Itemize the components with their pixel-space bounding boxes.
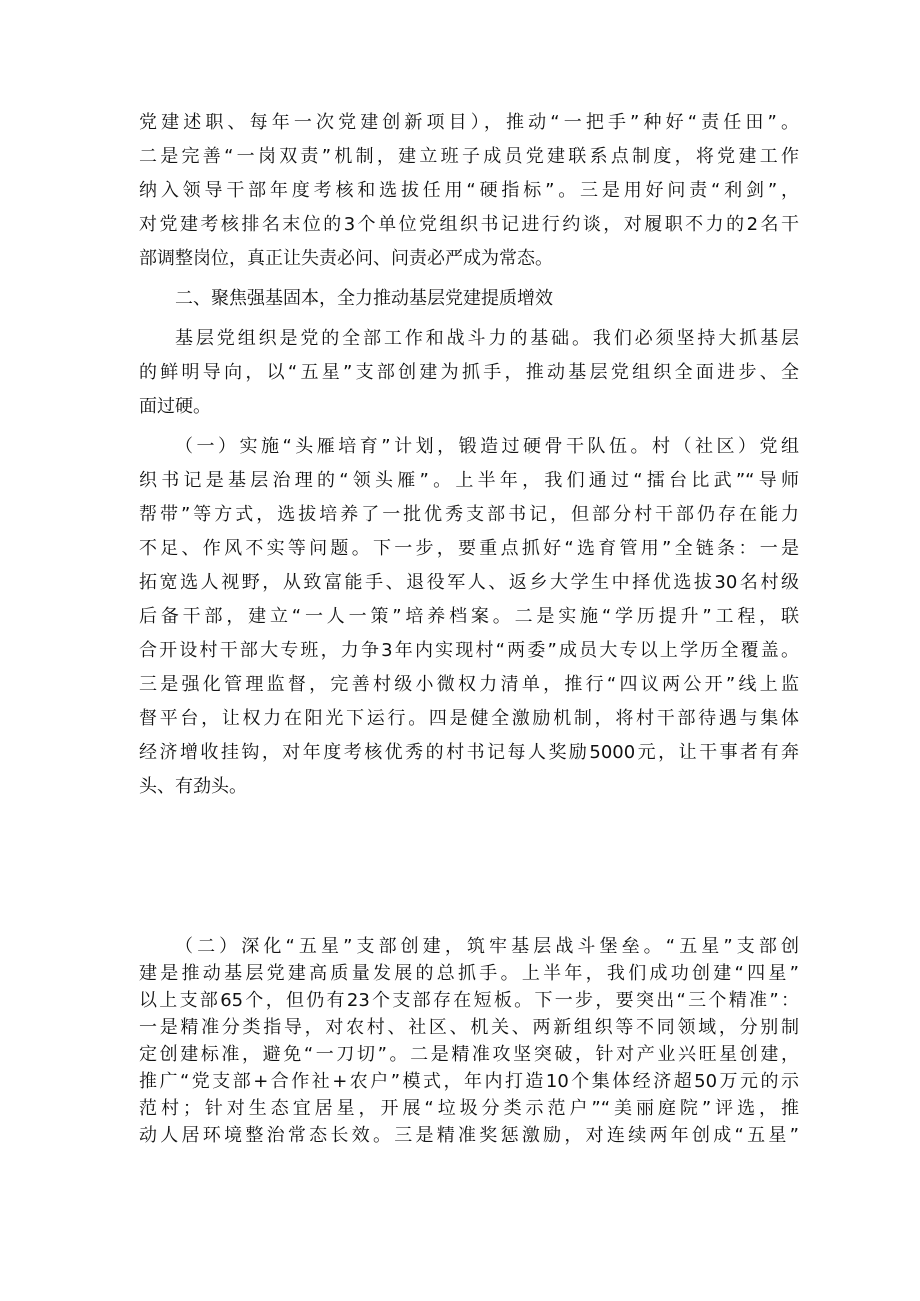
text-line: 督平台，让权力在阳光下运行。四是健全激励机制，将村干部待遇与集体 xyxy=(139,708,799,729)
text-line: 定创建标准，避免“一刀切”。二是精准攻坚突破，针对产业兴旺星创建， xyxy=(139,1044,799,1065)
text-line: 不足、作风不实等问题。下一步，要重点抓好“选育管用”全链条：一是 xyxy=(139,538,799,559)
text-line: 拓宽选人视野，从致富能手、退役军人、返乡大学生中择优选拔30名村级 xyxy=(139,572,799,593)
text-line: 织书记是基层治理的“领头雁”。上半年，我们通过“擂台比武”“导师 xyxy=(139,470,799,491)
text-line: 后备干部，建立“一人一策”培养档案。二是实施“学历提升”工程，联 xyxy=(139,606,799,627)
text-line: 一是精准分类指导，对农村、社区、机关、两新组织等不同领域，分别制 xyxy=(139,1017,799,1038)
text-line: 党建述职、每年一次党建创新项目），推动“一把手”种好“责任田”。 xyxy=(139,112,799,133)
text-line: 以上支部65个，但仍有23个支部存在短板。下一步，要突出“三个精准”： xyxy=(139,990,799,1011)
text-line: 面过硬。 xyxy=(139,396,211,417)
document-body-dense xyxy=(139,933,799,1149)
text-line: 推广“党支部+合作社+农户”模式，年内打造10个集体经济超50万元的示 xyxy=(139,1071,799,1092)
text-line: 范村；针对生态宜居星，开展“垃圾分类示范户”“美丽庭院”评选，推 xyxy=(139,1098,799,1119)
text-line: 建是推动基层党建高质量发展的总抓手。上半年，我们成功创建“四星” xyxy=(139,963,799,984)
text-line: 三是强化管理监督，完善村级小微权力清单，推行“四议两公开”线上监 xyxy=(139,674,799,695)
text-line: 的鲜明导向，以“五星”支部创建为抓手，推动基层党组织全面进步、全 xyxy=(139,362,799,383)
section-heading: 二、聚焦强基固本，全力推动基层党建提质增效 xyxy=(175,288,553,309)
document-body xyxy=(139,106,799,804)
text-line: 经济增收挂钩，对年度考核优秀的村书记每人奖励5000元，让干事者有奔 xyxy=(139,742,799,763)
text-line: 二是完善“一岗双责”机制，建立班子成员党建联系点制度，将党建工作 xyxy=(139,146,799,167)
text-line: 部调整岗位，真正让失责必问、问责必严成为常态。 xyxy=(139,248,553,269)
text-line: 基层党组织是党的全部工作和战斗力的基础。我们必须坚持大抓基层 xyxy=(175,328,799,349)
text-line: 对党建考核排名末位的3个单位党组织书记进行约谈，对履职不力的2名干 xyxy=(139,214,799,235)
text-line: 合开设村干部大专班，力争3年内实现村“两委”成员大专以上学历全覆盖。 xyxy=(139,640,799,661)
text-line: 帮带”等方式，选拔培养了一批优秀支部书记，但部分村干部仍存在能力 xyxy=(139,504,799,525)
text-line: 头、有劲头。 xyxy=(139,776,247,797)
text-line: 动人居环境整治常态长效。三是精准奖惩激励，对连续两年创成“五星” xyxy=(139,1125,799,1146)
text-line: 纳入领导干部年度考核和选拔任用“硬指标”。三是用好问责“利剑”， xyxy=(139,180,799,201)
text-line: （一）实施“头雁培育”计划，锻造过硬骨干队伍。村（社区）党组 xyxy=(175,436,799,457)
text-line: （二）深化“五星”支部创建，筑牢基层战斗堡垒。“五星”支部创 xyxy=(175,936,799,957)
